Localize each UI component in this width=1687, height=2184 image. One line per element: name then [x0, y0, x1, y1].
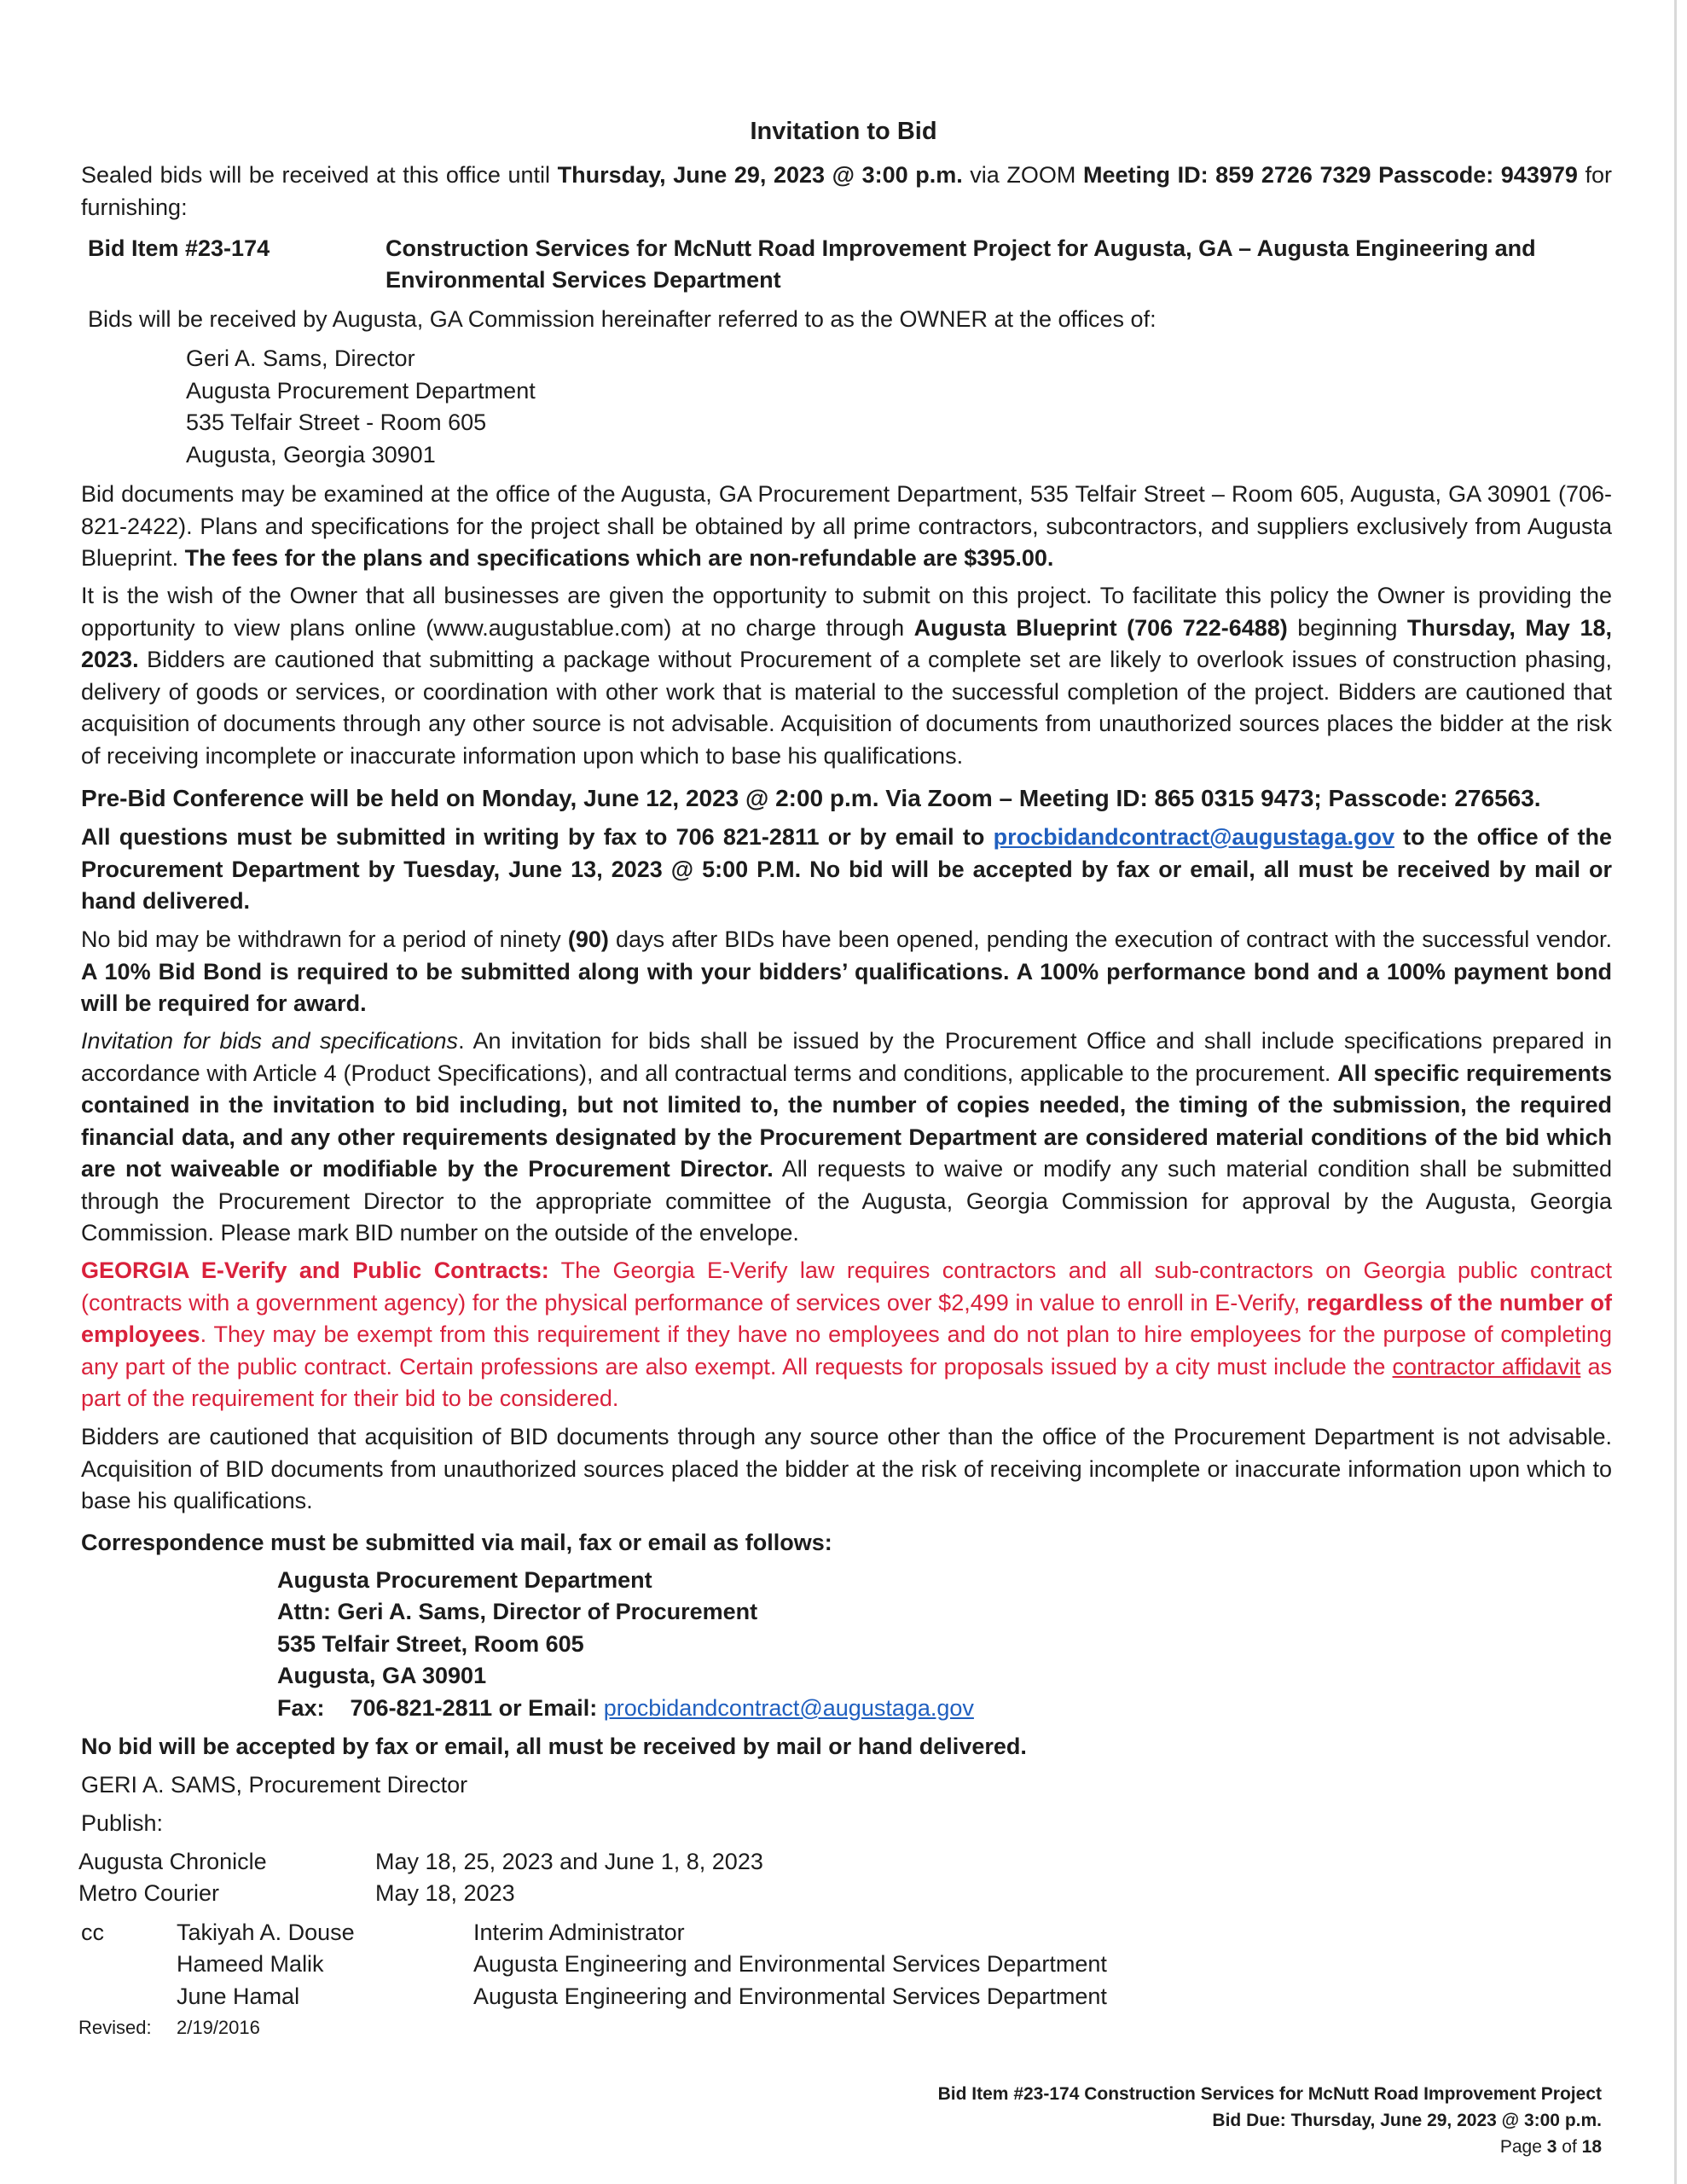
footer-bid-item: Bid Item #23-174 Construction Services for McNutt Road Improvement Project: [937, 2084, 1602, 2104]
publish-dates: May 18, 25, 2023 and June 1, 8, 2023: [375, 1849, 763, 1874]
cc-role: Augusta Engineering and Environmental Services Department: [473, 1984, 1107, 2009]
questions-text: All questions must be submitted in writing by fax to 706 821-2811 or by email to: [81, 824, 994, 850]
everify-emphasis: regardless of the number of employees: [81, 1289, 1612, 1347]
withdraw-days: (90): [567, 926, 609, 952]
prebid-conference: Pre-Bid Conference will be held on Monday, June 12, 2023 @ 2:00 p.m. Via Zoom – Meeting ID: 865 0315 9473; Passcode: 276563.: [81, 785, 1541, 811]
questions-text: to the office of the Procurement Department by Tuesday, June 13, 2023 @ 5:00 P.M. No bid will be accepted by fax or email, all must be received by mail or hand delivered.: [81, 824, 1612, 914]
wish-text: It is the wish of the Owner that all businesses are given the opportunity to submit on this project. To facilitate this policy the Owner is providing the opportunity to view plans online (www.augustablue.com) at no charge through: [81, 583, 1612, 641]
cc-name: Hameed Malik: [177, 1951, 324, 1977]
withdraw-text: days after BIDs have been opened, pending the execution of contract with the successful vendor.: [608, 926, 1612, 952]
everify-paragraph: [81, 1255, 1612, 1415]
contractor-affidavit-link[interactable]: contractor affidavit: [1392, 1353, 1581, 1380]
bid-documents-text: Bid documents may be examined at the office of the Augusta, GA Procurement Department, 535 Telfair Street – Room 605, Augusta, GA 30901 (706-821-2422). Plans and specifications for the project shall be obtained by all prime contractors, subcontractors, and suppliers exclusively from Augusta Blueprint.: [81, 481, 1612, 571]
page-edge-divider: [1674, 0, 1677, 2184]
correspondence-line: Augusta, GA 30901: [277, 1663, 487, 1688]
questions-paragraph: [81, 822, 1612, 918]
caution-paragraph: Bidders are cautioned that acquisition of BID documents through any source other than the office of the Procurement Department is not advisable. Acquisition of BID documents from unauthorized sources placed the bidder at the risk of receiving incomplete or inaccurate information upon which to base his qualifications.: [81, 1424, 1612, 1513]
cc-name: Takiyah A. Douse: [177, 1920, 355, 1945]
plans-available-date: Thursday, May 18, 2023.: [81, 614, 1612, 672]
correspondence-email-link[interactable]: procbidandcontract@augustaga.gov: [603, 1695, 974, 1721]
bid-item-desc-line2: Environmental Services Department: [386, 267, 781, 293]
invitation-spec-paragraph: [81, 1025, 1612, 1250]
wish-text: Bidders are cautioned that submitting a package without Procurement of a complete set are likely to overlook issues of construction phasing, delivery of goods or services, or coordination with other work that is material to the successful completion of the project. Bidders are cautioned that acquisition of documents through any other source is not advisable. Acquisition of documents from unauthorized sources places the bidder at the risk of receiving incomplete or inaccurate information upon which to base his qualifications.: [81, 647, 1612, 769]
everify-text: The Georgia E-Verify law requires contractors and all sub-contractors on Georgia public contract (contracts with a government agency) for the physical performance of services over $2,499 in value to enroll in E-Verify,: [81, 1258, 1612, 1316]
footer-bid-due: Bid Due: Thursday, June 29, 2023 @ 3:00 p.m.: [1212, 2111, 1602, 2130]
withdraw-text: No bid may be withdrawn for a period of ninety: [81, 926, 568, 952]
received-by-text: Bids will be received by Augusta, GA Commission hereinafter referred to as the OWNER at the offices of:: [88, 306, 1157, 332]
intro-text: for furnishing:: [81, 162, 1612, 220]
everify-text: . They may be exempt from this requirement if they have no employees and do not plan to hire employees for the purpose of completing any part of the public contract. Certain professions are also exempt. All requests for proposals issued by a city must include the: [81, 1321, 1612, 1380]
cc-label: cc: [81, 1920, 104, 1945]
intro-paragraph: [81, 160, 1612, 224]
zoom-meeting-info: Meeting ID: 859 2726 7329 Passcode: 943979: [1083, 162, 1578, 188]
footer-page-number: [938, 2135, 1602, 2159]
material-conditions: All specific requirements contained in the invitation to bid including, but not limited to, the number of copies needed, the timing of the submission, the required financial data, and any other requirements designated by the Procurement Department are considered material conditions of the bid which are not waiveable or modifiable by the Procurement Director.: [81, 1060, 1612, 1182]
page-label: Page: [1499, 2137, 1547, 2157]
office-address-line: Geri A. Sams, Director: [186, 346, 415, 371]
intro-text: via ZOOM: [962, 162, 1083, 188]
bid-documents-paragraph: [81, 479, 1612, 575]
signature-line: GERI A. SAMS, Procurement Director: [81, 1772, 468, 1798]
correspondence-line: Augusta Procurement Department: [277, 1567, 652, 1593]
fax-label: Fax: 706-821-2811 or Email:: [277, 1695, 604, 1721]
invitation-spec-text: . An invitation for bids shall be issued by the Procurement Office and shall include specifications prepared in accordance with Article 4 (Product Specifications), and all contractual terms and conditions, applicable to the procurement.: [81, 1028, 1612, 1086]
office-address-line: Augusta, Georgia 30901: [186, 442, 436, 468]
bond-requirements: A 10% Bid Bond is required to be submitted along with your bidders’ qualifications. A 100% performance bond and a 100% payment bond will be required for award.: [81, 958, 1612, 1016]
total-pages: 18: [1581, 2137, 1602, 2157]
augusta-blueprint-contact: Augusta Blueprint (706 722-6488): [913, 614, 1288, 641]
publish-label: Publish:: [81, 1810, 164, 1836]
invitation-spec-heading: Invitation for bids and specifications: [81, 1028, 459, 1054]
revised-label: Revised:: [78, 2017, 152, 2038]
bid-deadline: Thursday, June 29, 2023 @ 3:00 p.m.: [557, 162, 963, 188]
everify-heading: GEORGIA E-Verify and Public Contracts:: [81, 1258, 549, 1283]
office-address-line: 535 Telfair Street - Room 605: [186, 410, 487, 435]
publish-dates: May 18, 2023: [375, 1880, 515, 1906]
bid-item-number: Bid Item #23-174: [88, 235, 270, 261]
page-of-label: of: [1557, 2137, 1582, 2157]
cc-name: June Hamal: [177, 1984, 300, 2009]
publish-paper: Metro Courier: [78, 1880, 220, 1906]
correspondence-line: 535 Telfair Street, Room 605: [277, 1631, 584, 1657]
footer-block: [938, 2082, 1602, 2159]
revised-date: 2/19/2016: [177, 2017, 260, 2038]
invitation-spec-text: All requests to waive or modify any such material condition shall be submitted through the Procurement Director to the appropriate committee of the Augusta, Georgia Commission for approval by the Augusta, Georgia Commission. Please mark BID number on the outside of the envelope.: [81, 1156, 1613, 1246]
cc-role: Augusta Engineering and Environmental Services Department: [473, 1951, 1107, 1977]
page-title: Invitation to Bid: [750, 118, 937, 145]
wish-text: beginning: [1287, 614, 1407, 641]
office-address-line: Augusta Procurement Department: [186, 378, 536, 404]
withdraw-paragraph: [81, 924, 1612, 1020]
bid-item-desc-line1: Construction Services for McNutt Road Improvement Project for Augusta, GA – Augusta Engineering and: [386, 235, 1536, 261]
procurement-email-link[interactable]: procbidandcontract@augustaga.gov: [993, 824, 1394, 850]
fees-notice: The fees for the plans and specifications which are non-refundable are $395.00.: [184, 545, 1054, 571]
intro-text: Sealed bids will be received at this office until: [81, 162, 558, 188]
everify-text: as part of the requirement for their bid to be considered.: [81, 1353, 1612, 1411]
current-page: 3: [1546, 2137, 1557, 2157]
owner-wish-paragraph: [81, 580, 1612, 772]
correspondence-line: Attn: Geri A. Sams, Director of Procurement: [277, 1599, 758, 1624]
no-bid-notice: No bid will be accepted by fax or email, all must be received by mail or hand delivered.: [81, 1734, 1027, 1759]
correspondence-heading: Correspondence must be submitted via mail, fax or email as follows:: [81, 1530, 832, 1555]
cc-role: Interim Administrator: [473, 1920, 685, 1945]
publish-paper: Augusta Chronicle: [78, 1849, 267, 1874]
correspondence-fax-email: [277, 1693, 974, 1725]
